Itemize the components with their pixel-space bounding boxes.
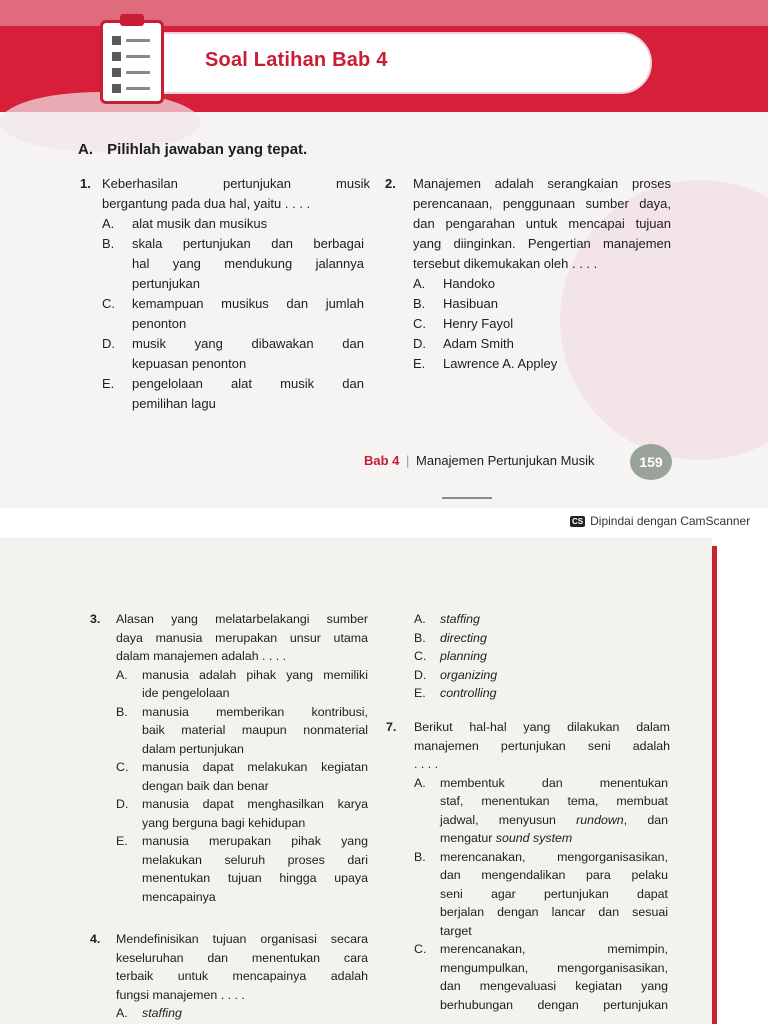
page-edge-stripe <box>712 546 717 1024</box>
page-edge <box>712 538 768 1024</box>
scanner-watermark <box>570 514 750 528</box>
question-7: 7. Berikut hal-hal yang dilakukan dalam manajemen pertunjukan seni adalah . . . . A. membentuk dan menentukan staf, menentukan tema, membuat jadwal, menyusun rundown, dan mengatur sound system B. merencanakan, mengorganisasikan, dan mengendalikan para pelaku seni agar pertunjukan dapat berjalan dengan lancar dan sesuai target C. merencanakan, memimpin, mengumpulkan, mengorganisasikan, dan mengevaluasi kegiatan yang berhubungan dengan pertunjukan <box>386 720 670 1012</box>
question-number: 7. <box>386 720 397 734</box>
divider <box>442 497 492 499</box>
question-4: 4. Mendefinisikan tujuan organisasi secara keseluruhan dan menentukan cara terbaik untuk mencapainya adalah fungsi manajemen . . . . A. staffing <box>90 932 368 1020</box>
option-list-continued: A. staffing B. directing C. planning D. organizing E. controlling <box>414 612 498 700</box>
scanner-text: Dipindai dengan CamScanner <box>590 514 751 528</box>
section-instruction: Pilihlah jawaban yang tepat. <box>107 141 308 158</box>
question-3: 3. Alasan yang melatarbelakangi sumber daya manusia merupakan unsur utama dalam manajemen adalah . . . . A. manusia adalah pihak yang memiliki ide pengelolaan B. manusia memberikan kontribusi, baik material maupun nonmaterial dalam pertunjukan C. manusia dapat melakukan kegiatan dengan baik dan benar D. manusia dapat menghasilkan karya yang berguna bagi kehidupan E. manusia merupakan pihak yang melakukan seluruh proses dari menentukan tujuan hingga upaya mencapainya <box>90 612 368 904</box>
question-number: 3. <box>90 612 101 626</box>
footer-chapter: Bab 4 <box>364 453 400 468</box>
question-2: 2. Manajemen adalah serangkaian proses perencanaan, penggunaan sumber daya, dan pengarahan untuk mencapai tujuan yang diinginkan. Pengertian manajemen tersebut dikemukakan oleh . . . . A. Handoko B. Hasibuan C. Henry Fayol D. Adam Smith E. Lawrence A. Appley <box>385 176 671 371</box>
question-number: 1. <box>80 176 91 191</box>
question-stem: Manajemen adalah serangkaian proses perencanaan, penggunaan sumber daya, dan pengarahan untuk mencapai tujuan yang diinginkan. Pengertian manajemen tersebut dikemukakan oleh . . . . <box>413 176 671 271</box>
question-number: 2. <box>385 176 396 191</box>
question-stem: Keberhasilan pertunjukan musik bergantung pada dua hal, yaitu . . . . <box>102 176 370 211</box>
footer-separator: | <box>406 453 410 468</box>
question-stem: Alasan yang melatarbelakangi sumber daya manusia merupakan unsur utama dalam manajemen adalah . . . . <box>116 612 368 663</box>
scanned-page-bottom <box>0 538 768 1024</box>
question-1: 1. Keberhasilan pertunjukan musik bergantung pada dua hal, yaitu . . . . A. alat musik dan musikus B. skala pertunjukan dan berbagai hal yang mendukung jalannya pertunjukan C. kemampuan musikus dan jumlah penonton D. musik yang dibawakan dan kepuasan penonton E. pengelolaan alat musik dan pemilihan lagu <box>80 176 370 411</box>
page-number-badge: 159 <box>630 444 672 480</box>
footer-chapter-title: Manajemen Pertunjukan Musik <box>416 453 595 468</box>
page-title: Soal Latihan Bab 4 <box>205 49 388 71</box>
camscanner-icon: CS <box>572 517 584 526</box>
section-heading <box>78 141 307 158</box>
section-label: A. <box>78 141 93 158</box>
page-footer <box>364 453 595 468</box>
question-stem: Mendefinisikan tujuan organisasi secara keseluruhan dan menentukan cara terbaik untuk mencapainya adalah fungsi manajemen . . . . <box>116 932 368 1002</box>
question-number: 4. <box>90 932 101 946</box>
scanned-page-top <box>0 0 768 508</box>
question-stem: Berikut hal-hal yang dilakukan dalam manajemen pertunjukan seni adalah . . . . <box>414 720 670 771</box>
